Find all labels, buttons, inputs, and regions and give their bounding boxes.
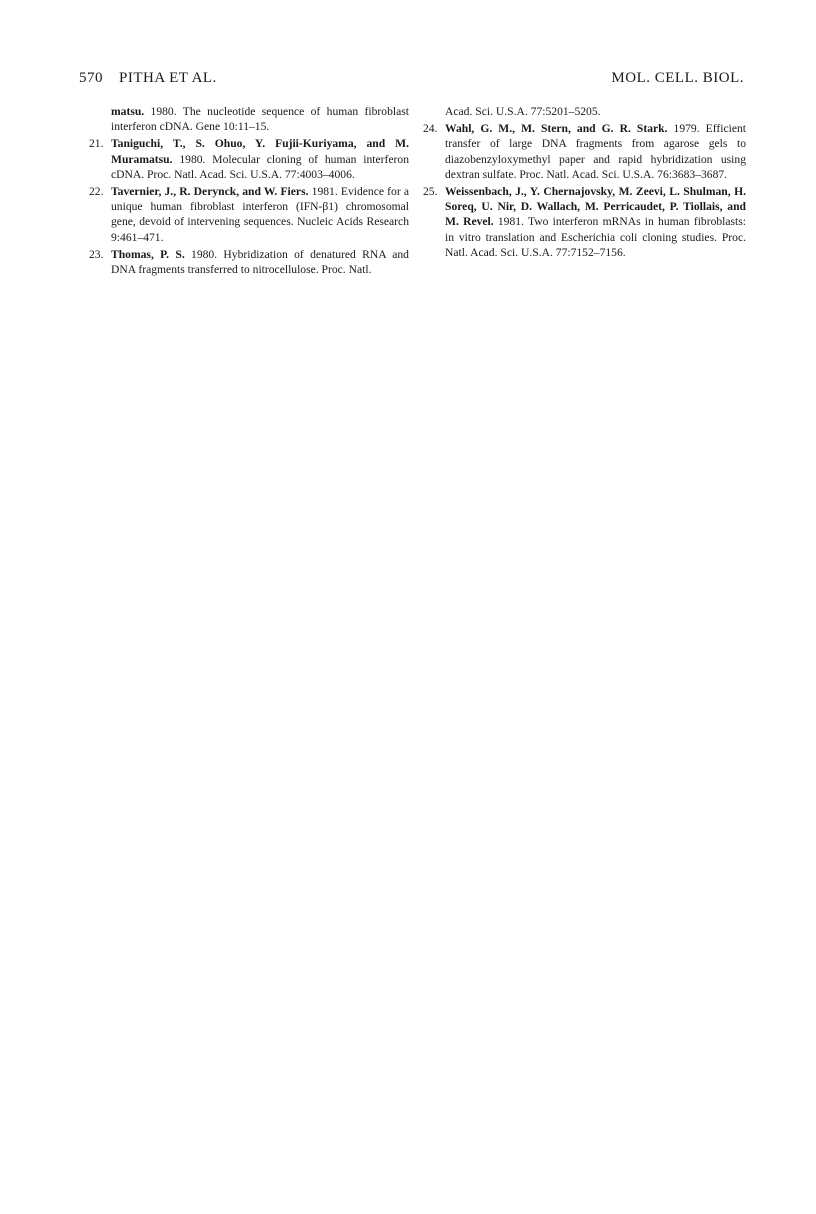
reference-text: 1979. Efficient transfer of large DNA fragments from agarose gels to diazobenzyloxymethyl paper and rapid hybridization using dextran sulfate. Proc. Natl. Acad. Sci. U.S.A. 76:3683–3687.	[445, 122, 746, 181]
running-authors: PITHA ET AL.	[119, 70, 217, 86]
reference-authors: Weissenbach, J., Y. Chernajovsky, M. Zeevi, L. Shulman, H. Soreq, U. Nir, D. Wallach, M. Perricaudet, P. Tiollais, and M. Revel.	[445, 185, 746, 229]
reference-number: 22.	[89, 185, 104, 199]
reference-text: 1981. Evidence for a unique human fibroblast interferon (IFN-β1) chromosomal gene, devoid of intervening sequences. Nucleic Acids Research 9:461–471.	[111, 185, 409, 244]
journal-name: MOL. CELL. BIOL.	[611, 70, 744, 86]
left-column	[89, 104, 409, 279]
reference-number: 24.	[423, 122, 438, 136]
reference-24	[423, 121, 746, 182]
reference-23	[89, 247, 409, 277]
page-number: 570	[79, 70, 103, 86]
reference-authors: Thomas, P. S.	[111, 247, 185, 261]
reference-text: 1980. The nucleotide sequence of human fibroblast interferon cDNA. Gene 10:11–15.	[111, 105, 409, 134]
reference-authors: Taniguchi, T., S. Ohuo, Y. Fujii-Kuriyama, and M. Muramatsu.	[111, 137, 409, 166]
running-header	[79, 70, 744, 94]
reference-21	[89, 136, 409, 182]
reference-number: 23.	[89, 247, 104, 261]
reference-text: 1981. Two interferon mRNAs in human fibroblasts: in vitro translation and Escherichia coli cloning studies. Proc. Natl. Acad. Sci. U.S.A. 77:7152–7156.	[445, 215, 747, 259]
reference-number: 21.	[89, 137, 104, 151]
reference-text: Acad. Sci. U.S.A. 77:5201–5205.	[445, 105, 601, 118]
reference-continuation	[89, 104, 409, 134]
reference-text: 1980. Hybridization of denatured RNA and DNA fragments transferred to nitrocellulose. Proc. Natl.	[111, 247, 409, 277]
reference-continuation	[423, 104, 746, 119]
reference-authors: Wahl, G. M., M. Stern, and G. R. Stark.	[445, 122, 668, 136]
reference-22	[89, 184, 409, 245]
reference-text: 1980. Molecular cloning of human interferon cDNA. Proc. Natl. Acad. Sci. U.S.A. 77:4003–4006.	[111, 152, 409, 181]
reference-authors: matsu.	[111, 105, 145, 118]
right-column	[423, 104, 746, 262]
reference-25	[423, 184, 746, 260]
reference-number: 25.	[423, 185, 438, 199]
reference-authors: Tavernier, J., R. Derynck, and W. Fiers.	[111, 185, 309, 199]
